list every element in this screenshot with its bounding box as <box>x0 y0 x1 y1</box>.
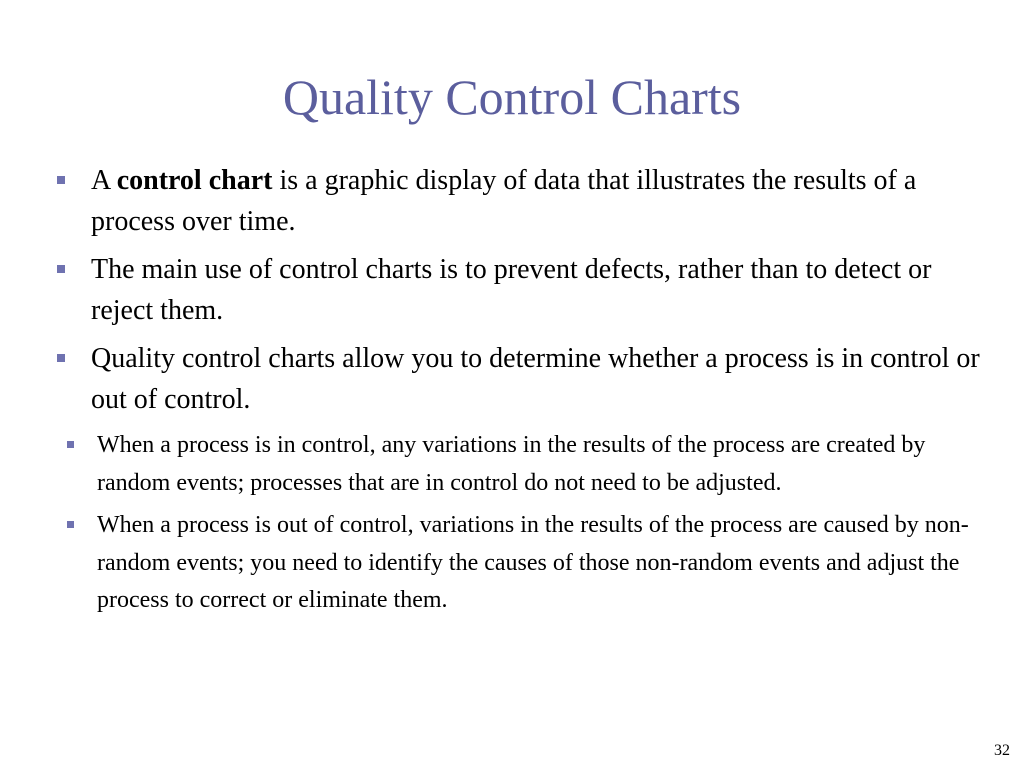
slide-title: Quality Control Charts <box>282 69 742 125</box>
bullet-item-2 <box>52 249 987 331</box>
square-bullet-icon <box>57 354 65 362</box>
sub-bullet-item-1 <box>46 427 987 502</box>
bullet-item-1 <box>52 160 987 242</box>
sub-bullet-list <box>46 427 987 620</box>
page-number: 32 <box>994 742 1010 759</box>
square-bullet-icon <box>57 176 65 184</box>
bullet-3-text: Quality control charts allow you to determine whether a process is in control or out of control. <box>91 343 980 415</box>
sub-bullet-container <box>52 427 987 620</box>
bullet-1-bold-term: control chart <box>116 165 273 196</box>
sub-bullet-item-2 <box>46 507 987 620</box>
bullet-item-3 <box>52 338 987 420</box>
square-bullet-icon <box>57 265 65 273</box>
square-sub-bullet-icon <box>67 441 74 448</box>
sub-bullet-2-text: When a process is out of control, variations in the results of the process are caused by non-random events; you need to identify the causes of those non-random events and adjust the process to correct or eliminate them. <box>97 512 969 613</box>
sub-bullet-1-text: When a process is in control, any variations in the results of the process are created by random events; processes that are in control do not need to be adjusted. <box>97 432 926 496</box>
square-sub-bullet-icon <box>67 521 74 528</box>
bullet-1-prefix: A <box>91 165 117 196</box>
bullet-list <box>52 160 987 625</box>
bullet-1-text: is a graphic display of data that illustrates the results of a process over time. <box>91 165 917 237</box>
bullet-2-text: The main use of control charts is to prevent defects, rather than to detect or reject them. <box>91 254 932 326</box>
